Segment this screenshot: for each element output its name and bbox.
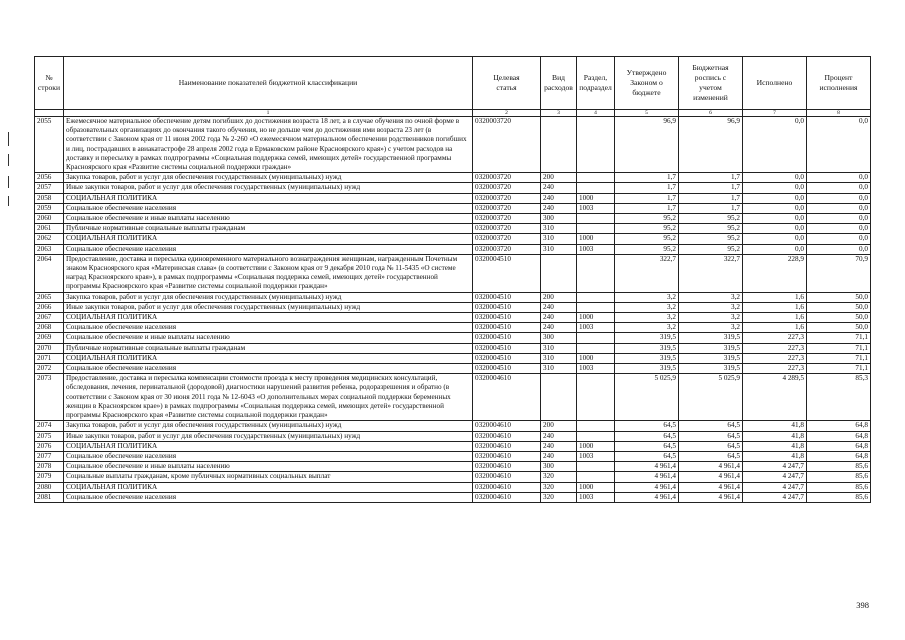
section-code — [577, 421, 615, 431]
header-section: Раздел, подраздел — [577, 57, 615, 110]
row-number: 2062 — [35, 234, 64, 244]
target-article: 0320004510 — [473, 292, 541, 302]
table-row — [35, 374, 871, 421]
executed-amount: 1,6 — [743, 313, 807, 323]
expense-type: 310 — [541, 343, 577, 353]
budget-amount: 1,7 — [679, 193, 743, 203]
target-article: 0320003720 — [473, 193, 541, 203]
section-code: 1000 — [577, 353, 615, 363]
approved-amount: 1,7 — [615, 203, 679, 213]
budget-amount: 95,2 — [679, 234, 743, 244]
expense-type: 310 — [541, 224, 577, 234]
budget-amount: 1,7 — [679, 173, 743, 183]
indicator-name: Иные закупки товаров, работ и услуг для обеспечения государственных (муниципальных) нужд — [64, 183, 473, 193]
header-indicator-name: Наименование показателей бюджетной классификации — [64, 57, 473, 110]
header-executed: Исполнено — [743, 57, 807, 110]
target-article: 0320003720 — [473, 117, 541, 173]
executed-amount: 4 247,7 — [743, 472, 807, 482]
percent-executed: 85,3 — [807, 374, 871, 421]
percent-executed: 64,8 — [807, 421, 871, 431]
executed-amount: 227,3 — [743, 333, 807, 343]
table-row — [35, 183, 871, 193]
target-article: 0320004510 — [473, 364, 541, 374]
row-number: 2056 — [35, 173, 64, 183]
executed-amount: 227,3 — [743, 364, 807, 374]
budget-amount: 95,2 — [679, 224, 743, 234]
percent-executed: 71,1 — [807, 343, 871, 353]
approved-amount: 1,7 — [615, 193, 679, 203]
row-number: 2073 — [35, 374, 64, 421]
expense-type: 240 — [541, 203, 577, 213]
section-code — [577, 472, 615, 482]
executed-amount: 0,0 — [743, 203, 807, 213]
table-row — [35, 482, 871, 492]
table-row — [35, 214, 871, 224]
percent-executed: 71,1 — [807, 353, 871, 363]
indicator-name: СОЦИАЛЬНАЯ ПОЛИТИКА — [64, 234, 473, 244]
budget-amount: 319,5 — [679, 343, 743, 353]
table-row — [35, 173, 871, 183]
indicator-name: Ежемесячное материальное обеспечение детям погибших до достижения возраста 18 лет, а в случае обучения по очной форме в образовательных организациях до окончания такого обучения, но не дольше чем до достижения ими возраста 23 лет (в соответствии с Законом края от 11 июня 2002 года № 2-260 «О ежемесячном материальном обеспечении родственников погибших и лиц, пострадавших в авиакатастрофе 28 апреля 2002 года в Ермаковском районе Красноярского края») с учетом расходов на доставку и пересылку в рамках подпрограммы «Социальная поддержка семей, имеющих детей» государственной программы Красноярского края «Развитие системы социальной поддержки граждан» — [64, 117, 473, 173]
executed-amount: 1,6 — [743, 292, 807, 302]
column-number: 2 — [473, 110, 541, 117]
row-number: 2057 — [35, 183, 64, 193]
indicator-name: Закупка товаров, работ и услуг для обеспечения государственных (муниципальных) нужд — [64, 292, 473, 302]
executed-amount: 41,8 — [743, 441, 807, 451]
expense-type: 200 — [541, 173, 577, 183]
budget-amount: 64,5 — [679, 431, 743, 441]
expense-type: 320 — [541, 482, 577, 492]
indicator-name: Социальное обеспечение населения — [64, 492, 473, 502]
percent-executed: 85,6 — [807, 472, 871, 482]
percent-executed: 70,9 — [807, 254, 871, 292]
executed-amount: 0,0 — [743, 183, 807, 193]
indicator-name: Закупка товаров, работ и услуг для обеспечения государственных (муниципальных) нужд — [64, 421, 473, 431]
budget-amount: 4 961,4 — [679, 492, 743, 502]
percent-executed: 0,0 — [807, 203, 871, 213]
expense-type: 310 — [541, 364, 577, 374]
column-number: 6 — [679, 110, 743, 117]
section-code — [577, 173, 615, 183]
budget-amount: 3,2 — [679, 323, 743, 333]
header-approved: Утверждено Законом о бюджете — [615, 57, 679, 110]
approved-amount: 322,7 — [615, 254, 679, 292]
percent-executed: 71,1 — [807, 364, 871, 374]
column-number: 5 — [615, 110, 679, 117]
budget-amount: 3,2 — [679, 302, 743, 312]
expense-type: 240 — [541, 431, 577, 441]
indicator-name: СОЦИАЛЬНАЯ ПОЛИТИКА — [64, 441, 473, 451]
budget-amount: 1,7 — [679, 203, 743, 213]
target-article: 0320004610 — [473, 482, 541, 492]
section-code: 1003 — [577, 244, 615, 254]
indicator-name: Социальное обеспечение и иные выплаты населению — [64, 462, 473, 472]
header-budget-schedule: Бюджетная роспись с учетом изменений — [679, 57, 743, 110]
percent-executed: 50,0 — [807, 323, 871, 333]
indicator-name: Закупка товаров, работ и услуг для обеспечения государственных (муниципальных) нужд — [64, 173, 473, 183]
expense-type — [541, 117, 577, 173]
budget-amount: 64,5 — [679, 421, 743, 431]
row-number: 2071 — [35, 353, 64, 363]
section-code — [577, 214, 615, 224]
target-article: 0320003720 — [473, 244, 541, 254]
indicator-name: Социальное обеспечение населения — [64, 323, 473, 333]
expense-type: 300 — [541, 462, 577, 472]
section-code — [577, 431, 615, 441]
target-article: 0320004610 — [473, 421, 541, 431]
target-article: 0320004510 — [473, 323, 541, 333]
target-article: 0320004510 — [473, 353, 541, 363]
row-number: 2055 — [35, 117, 64, 173]
executed-amount: 4 247,7 — [743, 492, 807, 502]
row-number: 2077 — [35, 451, 64, 461]
expense-type: 200 — [541, 292, 577, 302]
target-article: 0320004610 — [473, 462, 541, 472]
section-code: 1003 — [577, 203, 615, 213]
expense-type: 300 — [541, 333, 577, 343]
column-number — [35, 110, 64, 117]
row-number: 2078 — [35, 462, 64, 472]
table-row — [35, 323, 871, 333]
indicator-name: Публичные нормативные социальные выплаты гражданам — [64, 343, 473, 353]
approved-amount: 3,2 — [615, 323, 679, 333]
row-number: 2080 — [35, 482, 64, 492]
expense-type: 310 — [541, 244, 577, 254]
percent-executed: 50,0 — [807, 313, 871, 323]
header-target-article: Целевая статья — [473, 57, 541, 110]
table-row — [35, 234, 871, 244]
table-row — [35, 254, 871, 292]
indicator-name: Иные закупки товаров, работ и услуг для обеспечения государственных (муниципальных) нужд — [64, 431, 473, 441]
expense-type: 240 — [541, 183, 577, 193]
executed-amount: 227,3 — [743, 343, 807, 353]
scan-margin-marks — [6, 132, 12, 212]
budget-sheet — [34, 56, 870, 503]
expense-type: 240 — [541, 302, 577, 312]
approved-amount: 95,2 — [615, 244, 679, 254]
section-code — [577, 302, 615, 312]
budget-amount: 3,2 — [679, 292, 743, 302]
percent-executed: 64,8 — [807, 431, 871, 441]
executed-amount: 41,8 — [743, 421, 807, 431]
column-number: 7 — [743, 110, 807, 117]
section-code: 1003 — [577, 364, 615, 374]
section-code: 1000 — [577, 441, 615, 451]
approved-amount: 4 961,4 — [615, 482, 679, 492]
percent-executed: 0,0 — [807, 183, 871, 193]
section-code: 1000 — [577, 482, 615, 492]
budget-amount: 319,5 — [679, 333, 743, 343]
section-code: 1000 — [577, 313, 615, 323]
percent-executed: 85,6 — [807, 482, 871, 492]
expense-type: 320 — [541, 492, 577, 502]
column-number-row — [35, 110, 871, 117]
executed-amount: 0,0 — [743, 244, 807, 254]
section-code: 1003 — [577, 451, 615, 461]
indicator-name: СОЦИАЛЬНАЯ ПОЛИТИКА — [64, 353, 473, 363]
approved-amount: 1,7 — [615, 183, 679, 193]
table-row — [35, 353, 871, 363]
table-row — [35, 421, 871, 431]
percent-executed: 71,1 — [807, 333, 871, 343]
approved-amount: 3,2 — [615, 292, 679, 302]
approved-amount: 319,5 — [615, 353, 679, 363]
row-number: 2063 — [35, 244, 64, 254]
budget-amount: 95,2 — [679, 244, 743, 254]
section-code — [577, 183, 615, 193]
expense-type: 310 — [541, 234, 577, 244]
expense-type: 200 — [541, 421, 577, 431]
approved-amount: 95,2 — [615, 224, 679, 234]
percent-executed: 0,0 — [807, 244, 871, 254]
target-article: 0320003720 — [473, 234, 541, 244]
budget-amount: 3,2 — [679, 313, 743, 323]
indicator-name: Социальное обеспечение населения — [64, 451, 473, 461]
executed-amount: 0,0 — [743, 193, 807, 203]
percent-executed: 0,0 — [807, 224, 871, 234]
table-row — [35, 431, 871, 441]
table-row — [35, 333, 871, 343]
column-number: 3 — [541, 110, 577, 117]
indicator-name: СОЦИАЛЬНАЯ ПОЛИТИКА — [64, 193, 473, 203]
table-row — [35, 302, 871, 312]
target-article: 0320003720 — [473, 224, 541, 234]
table-row — [35, 451, 871, 461]
table-row — [35, 462, 871, 472]
section-code — [577, 254, 615, 292]
table-row — [35, 492, 871, 502]
executed-amount: 4 247,7 — [743, 482, 807, 492]
executed-amount: 1,6 — [743, 323, 807, 333]
budget-amount: 319,5 — [679, 353, 743, 363]
indicator-name: Социальное обеспечение населения — [64, 364, 473, 374]
expense-type: 240 — [541, 451, 577, 461]
approved-amount: 319,5 — [615, 343, 679, 353]
table-row — [35, 117, 871, 173]
row-number: 2066 — [35, 302, 64, 312]
row-number: 2074 — [35, 421, 64, 431]
expense-type — [541, 374, 577, 421]
percent-executed: 0,0 — [807, 117, 871, 173]
approved-amount: 96,9 — [615, 117, 679, 173]
target-article: 0320004610 — [473, 472, 541, 482]
table-body — [35, 117, 871, 503]
executed-amount: 228,9 — [743, 254, 807, 292]
section-code: 1000 — [577, 193, 615, 203]
row-number: 2058 — [35, 193, 64, 203]
column-number: 4 — [577, 110, 615, 117]
budget-amount: 322,7 — [679, 254, 743, 292]
page-number: 398 — [856, 600, 869, 610]
target-article: 0320003720 — [473, 173, 541, 183]
executed-amount: 0,0 — [743, 173, 807, 183]
table-row — [35, 441, 871, 451]
budget-amount: 95,2 — [679, 214, 743, 224]
target-article: 0320004510 — [473, 254, 541, 292]
percent-executed: 0,0 — [807, 173, 871, 183]
executed-amount: 0,0 — [743, 214, 807, 224]
indicator-name: СОЦИАЛЬНАЯ ПОЛИТИКА — [64, 482, 473, 492]
budget-table — [34, 56, 871, 503]
approved-amount: 5 025,9 — [615, 374, 679, 421]
target-article: 0320004510 — [473, 302, 541, 312]
approved-amount: 64,5 — [615, 421, 679, 431]
approved-amount: 64,5 — [615, 441, 679, 451]
percent-executed: 85,6 — [807, 462, 871, 472]
indicator-name: Социальное обеспечение населения — [64, 203, 473, 213]
percent-executed: 50,0 — [807, 292, 871, 302]
section-code: 1003 — [577, 492, 615, 502]
target-article: 0320004610 — [473, 431, 541, 441]
section-code — [577, 292, 615, 302]
indicator-name: СОЦИАЛЬНАЯ ПОЛИТИКА — [64, 313, 473, 323]
section-code — [577, 117, 615, 173]
percent-executed: 0,0 — [807, 234, 871, 244]
executed-amount: 1,6 — [743, 302, 807, 312]
executed-amount: 0,0 — [743, 117, 807, 173]
indicator-name: Публичные нормативные социальные выплаты гражданам — [64, 224, 473, 234]
target-article: 0320004610 — [473, 492, 541, 502]
target-article: 0320003720 — [473, 183, 541, 193]
budget-amount: 96,9 — [679, 117, 743, 173]
approved-amount: 64,5 — [615, 431, 679, 441]
row-number: 2076 — [35, 441, 64, 451]
table-row — [35, 193, 871, 203]
row-number: 2064 — [35, 254, 64, 292]
approved-amount: 4 961,4 — [615, 462, 679, 472]
section-code: 1000 — [577, 234, 615, 244]
section-code — [577, 224, 615, 234]
approved-amount: 4 961,4 — [615, 492, 679, 502]
target-article: 0320004510 — [473, 333, 541, 343]
expense-type: 310 — [541, 353, 577, 363]
approved-amount: 3,2 — [615, 302, 679, 312]
section-code — [577, 462, 615, 472]
row-number: 2059 — [35, 203, 64, 213]
row-number: 2075 — [35, 431, 64, 441]
target-article: 0320004610 — [473, 441, 541, 451]
table-row — [35, 472, 871, 482]
budget-amount: 5 025,9 — [679, 374, 743, 421]
executed-amount: 227,3 — [743, 353, 807, 363]
row-number: 2069 — [35, 333, 64, 343]
expense-type: 240 — [541, 193, 577, 203]
row-number: 2061 — [35, 224, 64, 234]
percent-executed: 50,0 — [807, 302, 871, 312]
budget-amount: 4 961,4 — [679, 472, 743, 482]
percent-executed: 64,8 — [807, 441, 871, 451]
row-number: 2081 — [35, 492, 64, 502]
header-expense-type: Вид расходов — [541, 57, 577, 110]
percent-executed: 0,0 — [807, 193, 871, 203]
indicator-name: Социальное обеспечение и иные выплаты населению — [64, 214, 473, 224]
executed-amount: 0,0 — [743, 234, 807, 244]
column-number: 8 — [807, 110, 871, 117]
target-article: 0320004510 — [473, 343, 541, 353]
table-row — [35, 313, 871, 323]
approved-amount: 319,5 — [615, 364, 679, 374]
row-number: 2070 — [35, 343, 64, 353]
expense-type: 240 — [541, 441, 577, 451]
percent-executed: 85,6 — [807, 492, 871, 502]
row-number: 2067 — [35, 313, 64, 323]
table-row — [35, 364, 871, 374]
indicator-name: Социальное обеспечение и иные выплаты населению — [64, 333, 473, 343]
target-article: 0320004610 — [473, 374, 541, 421]
approved-amount: 1,7 — [615, 173, 679, 183]
executed-amount: 4 247,7 — [743, 462, 807, 472]
row-number: 2065 — [35, 292, 64, 302]
indicator-name: Предоставление, доставка и пересылка компенсации стоимости проезда к месту проведения медицинских консультаций, обследования, лечения, перинатальной (дородовой) диагностики нарушений развития ребенка, родоразрешения и обратно (в соответствии с Законом края от 30 июня 2011 года № 12-6043 «О дополнительных мерах социальной поддержки беременных женщин в Красноярском крае») в рамках подпрограммы «Социальная поддержка семей, имеющих детей» государственной программы Красноярского края «Развитие системы социальной поддержки граждан» — [64, 374, 473, 421]
percent-executed: 64,8 — [807, 451, 871, 461]
expense-type: 320 — [541, 472, 577, 482]
expense-type: 300 — [541, 214, 577, 224]
expense-type: 240 — [541, 313, 577, 323]
approved-amount: 64,5 — [615, 451, 679, 461]
row-number: 2079 — [35, 472, 64, 482]
header-percent: Процент исполнения — [807, 57, 871, 110]
executed-amount: 41,8 — [743, 431, 807, 441]
executed-amount: 4 289,5 — [743, 374, 807, 421]
target-article: 0320003720 — [473, 214, 541, 224]
approved-amount: 95,2 — [615, 234, 679, 244]
percent-executed: 0,0 — [807, 214, 871, 224]
expense-type — [541, 254, 577, 292]
target-article: 0320004510 — [473, 313, 541, 323]
budget-amount: 1,7 — [679, 183, 743, 193]
expense-type: 240 — [541, 323, 577, 333]
column-number: 1 — [64, 110, 473, 117]
executed-amount: 41,8 — [743, 451, 807, 461]
header-row-number: № строки — [35, 57, 64, 110]
budget-amount: 4 961,4 — [679, 482, 743, 492]
indicator-name: Предоставление, доставка и пересылка единовременного материального вознаграждения женщинам, награжденным Почетным знаком Красноярского края «Материнская слава» (в соответствии с Законом края от 9 декабря 2010 года № 11-5435 «О системе наград Красноярского края»), в рамках подпрограммы «Социальная поддержка семей, имеющих детей» государственной программы Красноярского края «Развитие системы социальной поддержки граждан» — [64, 254, 473, 292]
table-row — [35, 343, 871, 353]
section-code — [577, 374, 615, 421]
table-row — [35, 292, 871, 302]
approved-amount: 95,2 — [615, 214, 679, 224]
header-row — [35, 57, 871, 110]
budget-amount: 319,5 — [679, 364, 743, 374]
section-code — [577, 333, 615, 343]
indicator-name: Социальное обеспечение населения — [64, 244, 473, 254]
target-article: 0320004610 — [473, 451, 541, 461]
budget-amount: 64,5 — [679, 441, 743, 451]
approved-amount: 3,2 — [615, 313, 679, 323]
indicator-name: Иные закупки товаров, работ и услуг для обеспечения государственных (муниципальных) нужд — [64, 302, 473, 312]
approved-amount: 319,5 — [615, 333, 679, 343]
table-row — [35, 244, 871, 254]
executed-amount: 0,0 — [743, 224, 807, 234]
indicator-name: Социальные выплаты гражданам, кроме публичных нормативных социальных выплат — [64, 472, 473, 482]
row-number: 2072 — [35, 364, 64, 374]
row-number: 2060 — [35, 214, 64, 224]
row-number: 2068 — [35, 323, 64, 333]
target-article: 0320003720 — [473, 203, 541, 213]
table-row — [35, 203, 871, 213]
table-row — [35, 224, 871, 234]
budget-amount: 4 961,4 — [679, 462, 743, 472]
section-code: 1003 — [577, 323, 615, 333]
budget-amount: 64,5 — [679, 451, 743, 461]
approved-amount: 4 961,4 — [615, 472, 679, 482]
section-code — [577, 343, 615, 353]
